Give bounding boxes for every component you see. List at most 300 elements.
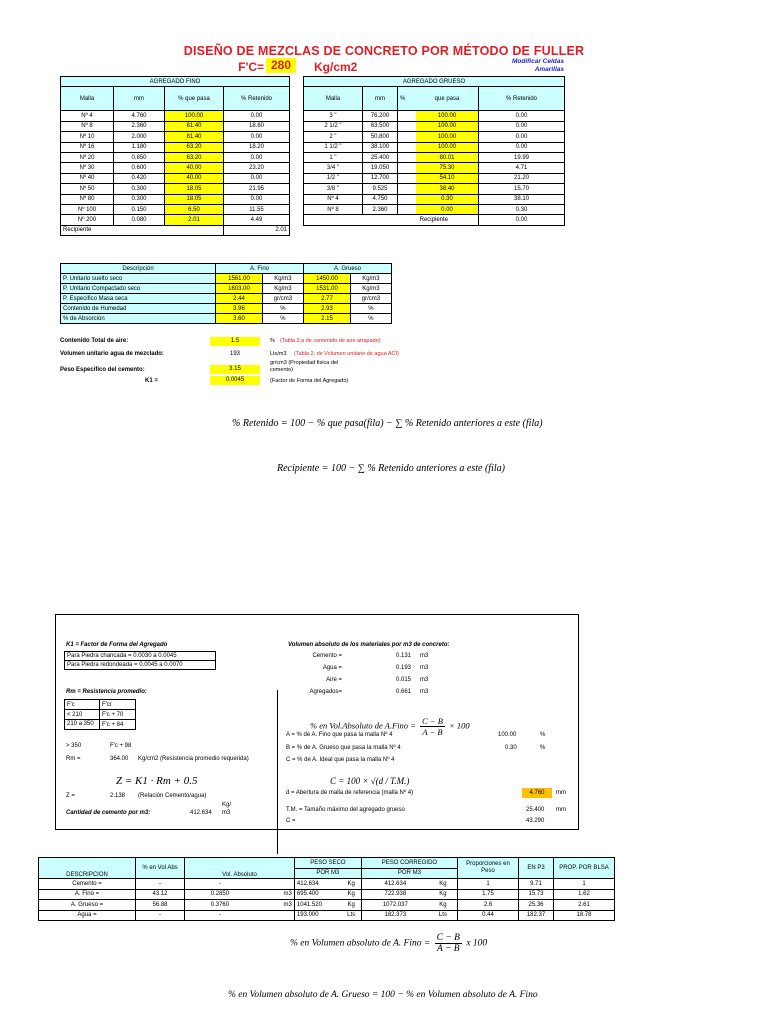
ret-cell: 4.49 <box>224 215 290 225</box>
prop-cell: 0.44 <box>458 910 519 921</box>
mm-cell: 2.360 <box>114 121 165 131</box>
p3-cell: 15.73 <box>519 889 554 900</box>
formula-vol-grueso: % en Volumen absoluto de A. Grueso = 100 − % en Volumen absoluto de A. Fino <box>228 990 538 1000</box>
vol-row-unit: m3 <box>420 677 429 683</box>
vol-row-label: Agua = <box>322 665 342 671</box>
ps-cell: 193.000 <box>294 910 341 921</box>
cem-value-cell[interactable]: 3.15 <box>210 365 260 374</box>
pasa-cell[interactable]: 100.00 <box>416 111 479 121</box>
pasa-cell[interactable]: 40.00 <box>165 173 224 183</box>
vol-cell: - <box>136 879 185 890</box>
mm-cell: 38.100 <box>363 142 398 152</box>
c-formula: C = 100 × √(d / T.M.) <box>330 776 410 786</box>
table-row <box>61 163 290 173</box>
table-row <box>61 314 392 324</box>
formula-retenido: % Retenido = 100 − % que pasa(fila) − ∑ % Retenido anteriores a este (fila) <box>232 418 543 429</box>
pc-unit-cell: Lts <box>429 910 458 921</box>
bl-cell: 18.78 <box>554 910 615 921</box>
pasa-cell[interactable]: 0.30 <box>416 194 479 204</box>
table-row <box>61 274 392 284</box>
mm-cell: 0.300 <box>114 184 165 194</box>
pasa-cell[interactable]: 100.00 <box>416 132 479 142</box>
grueso-table <box>303 76 565 226</box>
unit-cell: Kg/m3 <box>262 284 303 294</box>
malla-cell: Nº 200 <box>61 215 114 225</box>
table-row <box>304 142 565 152</box>
ret-cell: 0.30 <box>479 204 565 214</box>
table-row <box>39 900 615 911</box>
ret-cell: 0.00 <box>224 111 290 121</box>
malla-cell: 1 " <box>304 152 363 162</box>
f3-left: % en Volumen absoluto de A. Fino = <box>290 938 431 949</box>
rm-r3a: > 350 <box>66 743 82 749</box>
pasa-cell[interactable]: 63.20 <box>165 152 224 162</box>
malla-cell: 3/4 " <box>304 163 363 173</box>
k1-value-cell[interactable]: 0.0045 <box>210 376 260 385</box>
vol-row-unit: m3 <box>420 689 429 695</box>
rm-row-a: < 210 <box>65 710 100 720</box>
vol-cell: 43.12 <box>136 889 185 900</box>
vabs-cell: 0.3760 <box>185 900 255 911</box>
pasa-cell[interactable]: 38.40 <box>416 184 479 194</box>
mm-cell: 63.500 <box>363 121 398 131</box>
table-row <box>304 121 565 131</box>
cant-value: 412.634 <box>190 810 212 816</box>
pc-cell: 1072.037 <box>361 900 428 911</box>
vol-row-value: 0.661 <box>396 689 412 695</box>
unit-cell: Kg/m3 <box>350 284 391 294</box>
table-row <box>304 132 565 142</box>
vabs-unit-cell: m3 <box>255 889 295 900</box>
mm-cell: 0.420 <box>114 173 165 183</box>
mm-cell: 1.180 <box>114 142 165 152</box>
mm-cell: 0.300 <box>114 194 165 204</box>
pc-cell: 182.373 <box>361 910 428 921</box>
desc-cell: P. Unitario Compactado seco <box>61 284 216 294</box>
rm-row-b: F'c + 84 <box>100 720 136 730</box>
malla-cell: 3/8 " <box>304 184 363 194</box>
tm-label: T.M. = Tamaño máximo del agregado grueso <box>286 807 405 813</box>
table-row <box>39 879 615 890</box>
pasa-cell[interactable]: 0.00 <box>416 204 479 214</box>
vabs-unit-cell: m3 <box>255 900 295 911</box>
props-col-desc: Descripción <box>61 264 216 274</box>
b-value: 0.30 <box>505 745 517 751</box>
fino-col-pasa: % que pasa <box>165 87 224 111</box>
cant-unit2: m3 <box>222 810 231 816</box>
res-h-pc2: POR M3 <box>361 868 457 879</box>
res-h-desc: DESCRIPCION <box>39 858 136 879</box>
table-row <box>61 194 290 204</box>
desc-cell: A. Fino = <box>39 889 136 900</box>
k1-range-redondeada: Para Piedra redondeada = 0.0045 a 0.0070 <box>67 662 183 668</box>
res-h-pc: PESO CORREGIDO <box>361 858 457 869</box>
vol-row-label: Cemento = <box>312 653 342 659</box>
mm-cell: 2.360 <box>363 204 398 214</box>
f3-den: A − B <box>437 944 460 954</box>
page-title: DISEÑO DE MEZCLAS DE CONCRETO POR MÉTODO DE FULLER <box>183 44 585 58</box>
aire-value-cell[interactable]: 1.5 <box>210 337 260 346</box>
res-h-bl: PROP. POR BLSA <box>554 858 615 879</box>
agua-note: (Tabla 2, de Volumen unitario de agua ACI) <box>294 351 399 357</box>
cem-label: Peso Especifico del cemento: <box>60 367 145 373</box>
ret-cell: 23.20 <box>224 163 290 173</box>
res-h-prop: Proporciones en Peso <box>458 858 519 879</box>
props-col-grueso: A. Grueso <box>303 264 391 274</box>
ret-cell: 21.95 <box>224 184 290 194</box>
result-table <box>38 857 615 921</box>
unit-cell: % <box>350 314 391 324</box>
rm-row-a: 210 a 350 <box>65 720 100 730</box>
pasa-cell[interactable]: 80.01 <box>416 152 479 162</box>
grueso-col-malla: Malla <box>304 87 363 111</box>
k1-range-chancada: Para Piedra chancada = 0.0030 a 0.0045 <box>65 652 215 661</box>
pasa-cell[interactable]: 40.00 <box>165 163 224 173</box>
res-h-vabs: Vol. Absoluto <box>185 858 295 879</box>
table-row <box>61 204 290 214</box>
vol-formula-tail: × 100 <box>449 720 470 731</box>
vabs-cell: - <box>185 879 255 890</box>
ret-cell: 15.70 <box>479 184 565 194</box>
pc-cell: 722.938 <box>361 889 428 900</box>
malla-cell: Nº 50 <box>61 184 114 194</box>
pasa-cell[interactable]: 2.01 <box>165 215 224 225</box>
malla-cell: Nº 80 <box>61 194 114 204</box>
vol-row-value: 0.131 <box>396 653 412 659</box>
pasa-cell[interactable]: 54.10 <box>416 173 479 183</box>
fino-value-cell[interactable]: 3.60 <box>216 314 263 324</box>
fino-col-ret: % Retenido <box>224 87 290 111</box>
mm-cell: 2.000 <box>114 132 165 142</box>
pasa-cell[interactable]: 100.00 <box>416 121 479 131</box>
unit-cell: Kg/m3 <box>262 274 303 284</box>
table-row <box>61 132 290 142</box>
malla-cell: Nº 100 <box>61 204 114 214</box>
bl-cell: 2.61 <box>554 900 615 911</box>
fc-unit: Kg/cm2 <box>314 60 358 74</box>
cc-value: 43.290 <box>526 818 545 824</box>
unit-cell: gr/cm3 <box>350 294 391 304</box>
rm-table <box>64 699 136 730</box>
malla-cell: Nº 4 <box>304 194 363 204</box>
desc-cell: P. Unitario suelto seco <box>61 274 216 284</box>
rm-r3b: F'c + 98 <box>110 743 132 749</box>
ret-cell: 0.00 <box>479 132 565 142</box>
vol-formula-num: C − B <box>422 716 443 726</box>
f3-tail: x 100 <box>466 938 488 949</box>
desc-cell: Contenido de Humedad <box>61 304 216 314</box>
prop-cell: 2.6 <box>458 900 519 911</box>
table-row <box>304 194 565 204</box>
blank-cell <box>398 121 417 131</box>
ret-cell: 18.60 <box>224 121 290 131</box>
table-row <box>61 173 290 183</box>
pasa-cell[interactable]: 81.40 <box>165 132 224 142</box>
cant-label: Cantidad de cemento por m3: <box>66 810 151 816</box>
ps-unit-cell: Kg <box>341 879 361 890</box>
grueso-col-pasa: que pasa <box>416 87 479 111</box>
agua-label: Volumen unitario agua de mezclado: <box>60 351 164 357</box>
unit-cell: gr/cm3 <box>262 294 303 304</box>
agua-value: 193 <box>210 350 260 359</box>
malla-cell: 2 " <box>304 132 363 142</box>
ret-cell: 0.00 <box>224 194 290 204</box>
malla-cell: Nº 30 <box>61 163 114 173</box>
malla-cell: Nº 40 <box>61 173 114 183</box>
cem-note2: cemento) <box>270 367 293 373</box>
malla-cell: 2 1/2 " <box>304 121 363 131</box>
vol-cell: - <box>136 910 185 921</box>
pc-unit-cell: Kg <box>429 879 458 890</box>
vol-cell: 56.88 <box>136 900 185 911</box>
grueso-value-cell[interactable]: 2.93 <box>303 304 350 314</box>
ret-cell: 0.00 <box>224 173 290 183</box>
table-row <box>61 184 290 194</box>
pc-unit-cell: Kg <box>429 889 458 900</box>
mm-cell: 0.850 <box>114 152 165 162</box>
table-row <box>304 152 565 162</box>
blank-cell <box>398 163 417 173</box>
p3-cell: 25.36 <box>519 900 554 911</box>
vabs-cell: 0.2850 <box>185 889 255 900</box>
rm-unit: Kg/cm2 (Resistencia promedio requerida) <box>138 756 249 762</box>
vertical-divider <box>277 690 278 854</box>
d-value-cell[interactable]: 4.760 <box>522 788 552 798</box>
d-label: d = Abertura de malla de referencia (malla Nº 4) <box>286 790 414 796</box>
desc-cell: A. Grueso = <box>39 900 136 911</box>
mm-cell: 9.525 <box>363 184 398 194</box>
mm-cell: 19.050 <box>363 163 398 173</box>
f3-num: C − B <box>436 933 460 943</box>
ret-cell: 38.10 <box>479 194 565 204</box>
vabs-unit-cell <box>255 910 295 921</box>
rm-h2: F'cr <box>100 700 136 710</box>
tm-value: 25.400 <box>526 807 545 813</box>
pc-cell: 412.634 <box>361 879 428 890</box>
grueso-col-mm: mm <box>363 87 398 111</box>
ret-cell: 21.20 <box>479 173 565 183</box>
props-col-fino: A. Fino <box>216 264 304 274</box>
fc-label: F'C= <box>238 60 264 74</box>
table-row <box>304 111 565 121</box>
vol-row-value: 0.193 <box>396 665 412 671</box>
malla-cell: Nº 8 <box>61 121 114 131</box>
fino-recipiente-value: 2.01 <box>224 225 290 235</box>
pasa-cell[interactable]: 100.00 <box>416 142 479 152</box>
ret-cell: 0.00 <box>479 142 565 152</box>
ps-cell: 695.400 <box>294 889 341 900</box>
rm-h1: F'c <box>65 700 100 710</box>
pasa-cell[interactable]: 75.30 <box>416 163 479 173</box>
table-row <box>61 304 392 314</box>
blank-cell <box>398 152 417 162</box>
grueso-col-ret: % Retenido <box>479 87 565 111</box>
fino-value-cell[interactable]: 1603.00 <box>216 284 263 294</box>
props-table <box>60 263 392 324</box>
aire-note: (Tabla 3,a de contenido de aire atrapado) <box>280 338 381 344</box>
ret-cell: 19.99 <box>479 152 565 162</box>
vol-row-value: 0.015 <box>396 677 412 683</box>
ret-cell: 0.00 <box>479 111 565 121</box>
b-label: B = % de A. Grueso que pasa la malla Nº 4 <box>286 745 401 751</box>
blank-cell <box>398 173 417 183</box>
b-unit: % <box>540 745 546 751</box>
vol-formula-left: % en Vol.Absoluto de A.Fino = <box>310 720 416 731</box>
ps-unit-cell: Kg <box>341 900 361 911</box>
fino-value-cell[interactable]: 1561.00 <box>216 274 263 284</box>
k1-ranges <box>64 651 216 670</box>
grueso-value-cell[interactable]: 2.15 <box>303 314 350 324</box>
res-h-ps2: POR M3 <box>294 868 361 879</box>
cc-label: C = <box>286 818 296 824</box>
mm-cell: 50.800 <box>363 132 398 142</box>
z-value: 2.138 <box>110 793 126 799</box>
ps-unit-cell: Kg <box>341 889 361 900</box>
unit-cell: % <box>262 314 303 324</box>
cem-note1: gr/cm3 (Propiedad fisica del <box>270 360 339 366</box>
grueso-col-pct: % <box>398 87 417 111</box>
blank-cell <box>398 142 417 152</box>
mm-cell: 12.700 <box>363 173 398 183</box>
table-row <box>61 215 290 225</box>
blank-cell <box>398 194 417 204</box>
malla-cell: Nº 20 <box>61 152 114 162</box>
pasa-cell[interactable]: 100.00 <box>165 111 224 121</box>
k1-label: K1 = <box>145 378 158 384</box>
grueso-value-cell[interactable]: 1450.00 <box>303 274 350 284</box>
desc-cell: P. Especifico Masa seca <box>61 294 216 304</box>
desc-cell: Cemento = <box>39 879 136 890</box>
aire-label: Contenido Total de aire: <box>60 338 129 344</box>
prop-cell: 1.75 <box>458 889 519 900</box>
malla-cell: Nº 16 <box>61 142 114 152</box>
vol-row-label: Agregados= <box>309 689 342 695</box>
z-label: Z = <box>66 793 75 799</box>
malla-cell: 1/2 " <box>304 173 363 183</box>
table-row <box>39 910 615 921</box>
rm-label: Rm = <box>66 756 81 762</box>
malla-cell: 3 " <box>304 111 363 121</box>
grueso-value-cell[interactable]: 2.77 <box>303 294 350 304</box>
pasa-cell[interactable]: 81.40 <box>165 121 224 131</box>
table-row <box>61 152 290 162</box>
bl-cell: 1.62 <box>554 889 615 900</box>
vabs-unit-cell <box>255 879 295 890</box>
rm-title: Rm = Resistencia promedio: <box>66 689 147 695</box>
mm-cell: 0.080 <box>114 215 165 225</box>
fino-col-malla: Malla <box>61 87 114 111</box>
d-unit: mm <box>556 790 566 796</box>
table-row <box>304 204 565 214</box>
res-h-p3: EN P3 <box>519 858 554 879</box>
blank-cell <box>398 111 417 121</box>
k1-note: (Factor de Forma del Agregado) <box>270 378 349 384</box>
fino-value-cell[interactable]: 3.96 <box>216 304 263 314</box>
malla-cell: Nº 8 <box>304 204 363 214</box>
p3-cell: 182.37 <box>519 910 554 921</box>
mm-cell: 25.400 <box>363 152 398 162</box>
fino-table <box>60 76 290 236</box>
table-row <box>61 294 392 304</box>
a-value: 100.00 <box>498 732 517 738</box>
grueso-title: AGREGADO GRUESO <box>304 77 565 87</box>
ret-cell: 0.00 <box>224 132 290 142</box>
table-row <box>304 184 565 194</box>
res-h-vol: % en Vol Abs <box>136 858 185 879</box>
p3-cell: 9.71 <box>519 879 554 890</box>
blank-cell <box>398 184 417 194</box>
rm-row-b: F'c + 70 <box>100 710 136 720</box>
ret-cell: 0.00 <box>479 121 565 131</box>
grueso-value-cell[interactable]: 1531.00 <box>303 284 350 294</box>
vol-formula-den: A − B <box>422 727 443 737</box>
unit-cell: % <box>262 304 303 314</box>
grueso-recipiente-label: Recipiente <box>304 215 479 225</box>
fino-recipiente-label: Recipiente <box>61 225 224 235</box>
pc-unit-cell: Kg <box>429 900 458 911</box>
k1-title: K1 = Factor de Forma del Agregado <box>66 642 168 648</box>
pasa-cell[interactable]: 6.50 <box>165 204 224 214</box>
table-row <box>61 121 290 131</box>
table-row <box>61 142 290 152</box>
res-h-ps: PESO SECO <box>294 858 361 869</box>
ret-cell: 4.71 <box>479 163 565 173</box>
malla-cell: 1 1/2 " <box>304 142 363 152</box>
aire-unit: % <box>270 338 275 344</box>
mm-cell: 0.150 <box>114 204 165 214</box>
ps-unit-cell: Lts <box>341 910 361 921</box>
table-row <box>61 111 290 121</box>
agua-unit: Lts/m3 <box>270 351 287 357</box>
z-note: (Relación Cemento/agua) <box>138 793 207 799</box>
modify-note: Modificar Celdas Amarillas <box>511 58 564 73</box>
mm-cell: 0.600 <box>114 163 165 173</box>
vol-row-unit: m3 <box>420 665 429 671</box>
blank-cell <box>398 204 417 214</box>
mm-cell: 4.760 <box>114 111 165 121</box>
bl-cell: 1 <box>554 879 615 890</box>
grueso-recipiente-value: 0.00 <box>479 215 565 225</box>
c-label: C = % de A. Ideal que pasa la malla Nº 4 <box>286 757 395 763</box>
formula-recipiente: Recipiente = 100 − ∑ % Retenido anteriores a este (fila) <box>277 463 505 474</box>
vol-row-label: Aire = <box>326 677 342 683</box>
fino-col-mm: mm <box>114 87 165 111</box>
desc-cell: % de Absorción <box>61 314 216 324</box>
table-row <box>61 284 392 294</box>
table-row <box>39 889 615 900</box>
fino-title: AGREGADO FINO <box>61 77 290 87</box>
ret-cell: 0.00 <box>224 152 290 162</box>
z-formula: Z = K1 · Rm + 0.5 <box>116 775 198 787</box>
cant-unit1: Kg/ <box>222 802 232 808</box>
unit-cell: Kg/m3 <box>350 274 391 284</box>
tm-unit: mm <box>556 807 566 813</box>
ret-cell: 18.20 <box>224 142 290 152</box>
unit-cell: % <box>350 304 391 314</box>
table-row <box>304 173 565 183</box>
rm-value: 364.00 <box>110 756 129 762</box>
pasa-cell[interactable]: 18.05 <box>165 184 224 194</box>
fino-value-cell[interactable]: 2.44 <box>216 294 263 304</box>
pasa-cell[interactable]: 18.05 <box>165 194 224 204</box>
mm-cell: 76.200 <box>363 111 398 121</box>
pasa-cell[interactable]: 63.20 <box>165 142 224 152</box>
vol-row-unit: m3 <box>420 653 429 659</box>
mm-cell: 4.750 <box>363 194 398 204</box>
ps-cell: 1041.520 <box>294 900 341 911</box>
fc-value-cell[interactable]: 280 <box>266 58 296 73</box>
formula-vol-fino <box>290 933 487 954</box>
